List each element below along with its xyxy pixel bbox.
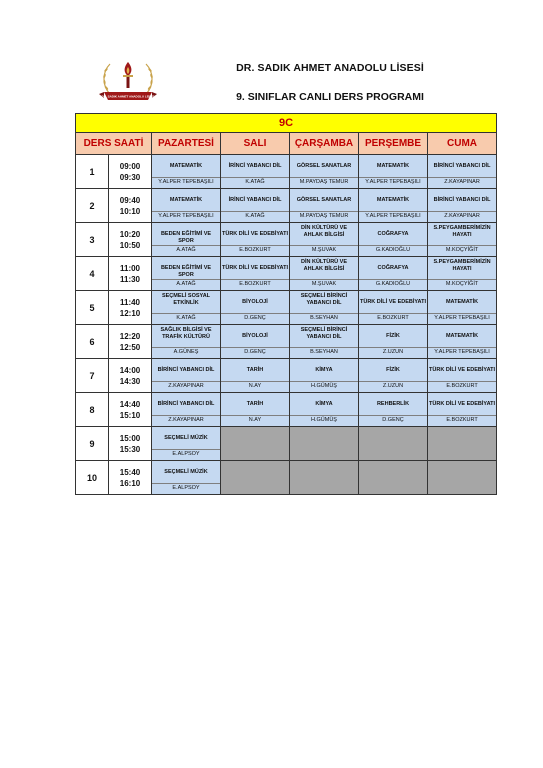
lesson-cell <box>290 155 359 189</box>
lesson-teacher: A.ATAĞ <box>152 245 220 253</box>
lesson-teacher: Y.ALPER TEPEBAŞILI <box>152 177 220 185</box>
lesson-subject: SEÇMELİ MÜZİK <box>164 435 208 441</box>
lesson-cell <box>152 155 221 189</box>
empty-slot <box>290 461 359 495</box>
school-name: DR. SADIK AHMET ANADOLU LİSESİ <box>236 62 424 74</box>
lesson-subject: BİYOLOJİ <box>242 333 268 339</box>
lesson-subject: TARİH <box>246 401 264 407</box>
schedule-table <box>75 113 497 495</box>
lesson-cell <box>359 359 428 393</box>
lesson-teacher: Z.KAYAPINAR <box>152 415 220 423</box>
empty-slot <box>221 427 290 461</box>
lesson-cell <box>428 189 497 223</box>
lesson-subject: MATEMATİK <box>169 163 203 169</box>
school-logo <box>96 56 160 106</box>
lesson-teacher: E.ALPSOY <box>152 449 220 457</box>
empty-slot <box>359 461 428 495</box>
lesson-cell <box>221 359 290 393</box>
lesson-cell <box>359 291 428 325</box>
lesson-start-time: 11:40 <box>119 297 141 307</box>
lesson-cell <box>428 291 497 325</box>
lesson-subject: TÜRK DİLİ VE EDEBİYATI <box>222 265 289 271</box>
lesson-number: 1 <box>76 155 109 188</box>
lesson-teacher: A.GÜNEŞ <box>152 347 220 355</box>
lesson-subject: TÜRK DİLİ VE EDEBİYATI <box>429 401 496 407</box>
lesson-teacher: Z.KAYAPINAR <box>428 211 496 219</box>
lesson-cell <box>221 155 290 189</box>
empty-slot <box>359 427 428 461</box>
lesson-number: 2 <box>76 189 109 222</box>
lesson-time-cell <box>76 257 152 291</box>
lesson-row <box>76 393 497 427</box>
lesson-teacher: Y.ALPER TEPEBAŞILI <box>152 211 220 219</box>
lesson-subject: DİN KÜLTÜRÜ VE AHLAK BİLGİSİ <box>300 259 348 272</box>
lesson-cell <box>428 359 497 393</box>
lesson-teacher: D.GENÇ <box>221 347 289 355</box>
lesson-cell <box>290 223 359 257</box>
lesson-subject: SEÇMELİ BİRİNCİ YABANCI DİL <box>300 327 348 340</box>
lesson-subject: SEÇMELİ BİRİNCİ YABANCI DİL <box>300 293 348 306</box>
lesson-subject: BİRİNCİ YABANCI DİL <box>157 401 215 407</box>
lesson-teacher: Y.ALPER TEPEBAŞILI <box>428 347 496 355</box>
lesson-cell <box>290 257 359 291</box>
lesson-time-cell <box>76 291 152 325</box>
lesson-row <box>76 155 497 189</box>
empty-slot <box>428 427 497 461</box>
lesson-row <box>76 325 497 359</box>
lesson-cell <box>359 393 428 427</box>
lesson-end-time: 15:30 <box>119 444 141 454</box>
lesson-subject: BİYOLOJİ <box>242 299 268 305</box>
lesson-teacher: Z.KAYAPINAR <box>152 381 220 389</box>
lesson-teacher: M.KOÇYİĞİT <box>428 279 496 287</box>
program-title: 9. SINIFLAR CANLI DERS PROGRAMI <box>236 91 424 103</box>
lesson-cell <box>290 393 359 427</box>
empty-slot <box>428 461 497 495</box>
lesson-number: 4 <box>76 257 109 290</box>
lesson-teacher: Z.UZUN <box>359 347 427 355</box>
lesson-subject: MATEMATİK <box>376 197 410 203</box>
lesson-subject: SAĞLIK BİLGİSİ VE TRAFİK KÜLTÜRÜ <box>160 327 212 340</box>
lesson-cell <box>152 291 221 325</box>
lesson-teacher: E.BOZKURT <box>359 313 427 321</box>
lesson-row <box>76 359 497 393</box>
lesson-cell <box>290 189 359 223</box>
lesson-cell <box>290 325 359 359</box>
lesson-cell <box>359 223 428 257</box>
lesson-subject: BİRİNCİ YABANCI DİL <box>433 197 491 203</box>
lesson-start-time: 15:00 <box>119 433 141 443</box>
lesson-number: 9 <box>76 427 109 460</box>
lesson-end-time: 09:30 <box>119 172 141 182</box>
lesson-cell <box>152 257 221 291</box>
lesson-row <box>76 291 497 325</box>
lesson-start-time: 14:00 <box>119 365 141 375</box>
lesson-subject: BEDEN EĞİTİMİ VE SPOR <box>160 265 212 278</box>
lesson-time-cell <box>76 223 152 257</box>
lesson-teacher: M.PAYDAŞ TEMUR <box>290 211 358 219</box>
lesson-teacher: D.GENÇ <box>359 415 427 423</box>
lesson-teacher: K.ATAĞ <box>152 313 220 321</box>
column-header-time: DERS SAATİ <box>76 133 152 155</box>
lesson-subject: S.PEYGAMBERİMİZİN HAYATI <box>433 225 491 238</box>
lesson-start-time: 09:40 <box>119 195 141 205</box>
lesson-teacher: A.ATAĞ <box>152 279 220 287</box>
lesson-subject: FİZİK <box>386 367 400 373</box>
empty-slot <box>221 461 290 495</box>
column-header-day: PAZARTESİ <box>152 133 221 155</box>
lesson-end-time: 12:50 <box>119 342 141 352</box>
lesson-start-time: 11:00 <box>119 263 141 273</box>
lesson-teacher: M.ŞUVAK <box>290 245 358 253</box>
lesson-time-cell <box>76 461 152 495</box>
lesson-teacher: Z.KAYAPINAR <box>428 177 496 185</box>
lesson-cell <box>290 359 359 393</box>
lesson-teacher: N.AY <box>221 415 289 423</box>
lesson-end-time: 15:10 <box>119 410 141 420</box>
lesson-end-time: 16:10 <box>119 478 141 488</box>
logo-text: DR. SADIK AHMET ANADOLU LİSESİ <box>101 94 155 99</box>
lesson-teacher: B.SEYHAN <box>290 347 358 355</box>
lesson-start-time: 09:00 <box>119 161 141 171</box>
lesson-cell <box>221 223 290 257</box>
column-header-day: PERŞEMBE <box>359 133 428 155</box>
lesson-subject: KİMYA <box>315 401 333 407</box>
lesson-subject: GÖRSEL SANATLAR <box>296 197 352 203</box>
lesson-start-time: 14:40 <box>119 399 141 409</box>
empty-slot <box>290 427 359 461</box>
lesson-cell <box>152 461 221 495</box>
lesson-subject: S.PEYGAMBERİMİZİN HAYATI <box>433 259 491 272</box>
lesson-cell <box>428 325 497 359</box>
lesson-cell <box>428 393 497 427</box>
lesson-subject: TÜRK DİLİ VE EDEBİYATI <box>360 299 427 305</box>
lesson-subject: DİN KÜLTÜRÜ VE AHLAK BİLGİSİ <box>300 225 348 238</box>
column-header-day: ÇARŞAMBA <box>290 133 359 155</box>
lesson-end-time: 11:30 <box>119 274 141 284</box>
lesson-cell <box>359 325 428 359</box>
lesson-cell <box>152 325 221 359</box>
lesson-subject: SEÇMELİ MÜZİK <box>164 469 208 475</box>
lesson-subject: TARİH <box>246 367 264 373</box>
lesson-subject: MATEMATİK <box>445 299 479 305</box>
lesson-subject: BİRİNCİ YABANCI DİL <box>433 163 491 169</box>
header-row <box>76 133 497 155</box>
lesson-subject: FİZİK <box>386 333 400 339</box>
lesson-cell <box>428 223 497 257</box>
lesson-subject: SEÇMELİ SOSYAL ETKİNLİK <box>161 293 211 306</box>
lesson-number: 7 <box>76 359 109 392</box>
lesson-subject: REHBERLİK <box>376 401 410 407</box>
lesson-cell <box>152 189 221 223</box>
lesson-cell <box>359 257 428 291</box>
lesson-teacher: M.PAYDAŞ TEMUR <box>290 177 358 185</box>
lesson-time-cell <box>76 325 152 359</box>
lesson-teacher: E.BOZKURT <box>428 381 496 389</box>
lesson-subject: İRİNCİ YABANCI DİL <box>228 197 282 203</box>
lesson-time-cell <box>76 393 152 427</box>
lesson-teacher: K.ATAĞ <box>221 177 289 185</box>
lesson-cell <box>290 291 359 325</box>
lesson-end-time: 14:30 <box>119 376 141 386</box>
lesson-teacher: H.GÜMÜŞ <box>290 381 358 389</box>
lesson-subject: MATEMATİK <box>445 333 479 339</box>
lesson-cell <box>221 291 290 325</box>
lesson-row <box>76 427 497 461</box>
lesson-teacher: E.BOZKURT <box>428 415 496 423</box>
lesson-teacher: M.KOÇYİĞİT <box>428 245 496 253</box>
lesson-teacher: M.ŞUVAK <box>290 279 358 287</box>
lesson-end-time: 12:10 <box>119 308 141 318</box>
lesson-start-time: 15:40 <box>119 467 141 477</box>
lesson-end-time: 10:10 <box>119 206 141 216</box>
lesson-subject: GÖRSEL SANATLAR <box>296 163 352 169</box>
lesson-time-cell <box>76 427 152 461</box>
lesson-row <box>76 223 497 257</box>
lesson-teacher: D.GENÇ <box>221 313 289 321</box>
lesson-start-time: 12:20 <box>119 331 141 341</box>
lesson-time-cell <box>76 189 152 223</box>
lesson-cell <box>221 257 290 291</box>
lesson-teacher: E.BOZKURT <box>221 245 289 253</box>
school-emblem-icon <box>96 56 160 106</box>
lesson-teacher: H.GÜMÜŞ <box>290 415 358 423</box>
lesson-cell <box>152 223 221 257</box>
lesson-number: 5 <box>76 291 109 324</box>
lesson-subject: İRİNCİ YABANCI DİL <box>228 163 282 169</box>
lesson-cell <box>221 393 290 427</box>
lesson-teacher: K.ATAĞ <box>221 211 289 219</box>
lesson-teacher: B.SEYHAN <box>290 313 358 321</box>
lesson-subject: TÜRK DİLİ VE EDEBİYATI <box>429 367 496 373</box>
lesson-subject: TÜRK DİLİ VE EDEBİYATI <box>222 231 289 237</box>
lesson-cell <box>221 325 290 359</box>
lesson-start-time: 10:20 <box>119 229 141 239</box>
lesson-row <box>76 257 497 291</box>
lesson-number: 6 <box>76 325 109 358</box>
lesson-subject: MATEMATİK <box>376 163 410 169</box>
lesson-cell <box>152 359 221 393</box>
lesson-teacher: E.ALPSOY <box>152 483 220 491</box>
lesson-teacher: N.AY <box>221 381 289 389</box>
lesson-cell <box>428 257 497 291</box>
lesson-cell <box>152 427 221 461</box>
lesson-teacher: G.KADIOĞLU <box>359 279 427 287</box>
lesson-number: 10 <box>76 461 109 494</box>
lesson-subject: MATEMATİK <box>169 197 203 203</box>
lesson-teacher: E.BOZKURT <box>221 279 289 287</box>
lesson-cell <box>152 393 221 427</box>
lesson-teacher: Y.ALPER TEPEBAŞILI <box>359 177 427 185</box>
lesson-cell <box>359 155 428 189</box>
lesson-time-cell <box>76 359 152 393</box>
lesson-cell <box>359 189 428 223</box>
lesson-row <box>76 189 497 223</box>
column-header-day: CUMA <box>428 133 497 155</box>
lesson-teacher: G.KADIOĞLU <box>359 245 427 253</box>
lesson-teacher: Y.ALPER TEPEBAŞILI <box>428 313 496 321</box>
lesson-cell <box>221 189 290 223</box>
lesson-subject: COĞRAFYA <box>377 265 409 271</box>
lesson-subject: BEDEN EĞİTİMİ VE SPOR <box>160 231 212 244</box>
lesson-teacher: Y.ALPER TEPEBAŞILI <box>359 211 427 219</box>
column-header-day: SALI <box>221 133 290 155</box>
lesson-row <box>76 461 497 495</box>
lesson-subject: KİMYA <box>315 367 333 373</box>
lesson-teacher: Z.UZUN <box>359 381 427 389</box>
lesson-subject: BİRİNCİ YABANCI DİL <box>157 367 215 373</box>
lesson-end-time: 10:50 <box>119 240 141 250</box>
lesson-cell <box>428 155 497 189</box>
lesson-time-cell <box>76 155 152 189</box>
lesson-subject: COĞRAFYA <box>377 231 409 237</box>
class-title: 9C <box>76 114 497 133</box>
lesson-number: 3 <box>76 223 109 256</box>
lesson-number: 8 <box>76 393 109 426</box>
